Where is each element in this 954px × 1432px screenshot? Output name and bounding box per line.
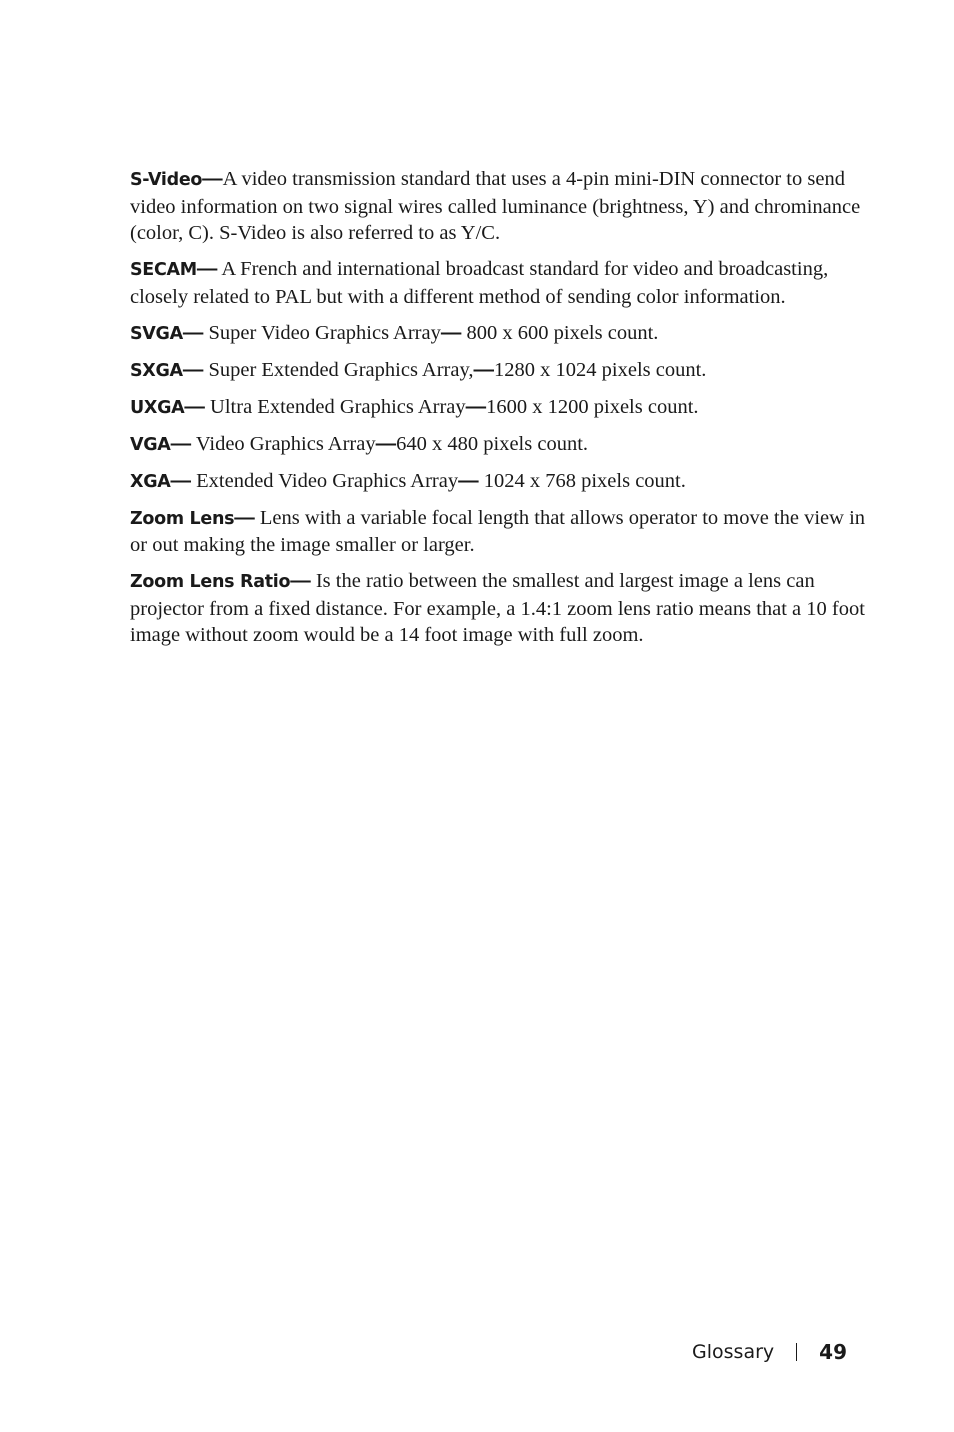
em-dash: — — [196, 257, 218, 280]
glossary-definition: Is the ratio between the smallest and largest image a lens can projector from a fixed distance. For example, a 1.4:1 zoom lens ratio means that a 10 foot image without zoom would be a 14 foot image with full zoom. — [130, 570, 865, 646]
glossary-definition: A video transmission standard that uses a 4-pin mini-DIN connector to send video information on two signal wires called luminance (brightness, Y) and chrominance (color, C). S-Video is also referred to as Y/C. — [130, 168, 861, 244]
em-dash: — — [170, 468, 192, 492]
glossary-term: UXGA — [130, 397, 185, 418]
glossary-definition: Extended Video Graphics Array — [191, 469, 459, 492]
glossary-term: SXGA — [130, 360, 183, 381]
glossary-entry-svga — [130, 320, 866, 348]
em-dash: — — [290, 569, 311, 592]
glossary-definition: Lens with a variable focal length that allows operator to move the view in or out making the image smaller or larger. — [130, 506, 866, 556]
glossary-definition-value: 1280 x 1024 pixels count. — [494, 358, 707, 381]
glossary-term: Zoom Lens Ratio — [130, 572, 291, 592]
em-dash: — — [440, 320, 462, 344]
glossary-entry-s-video — [130, 166, 866, 247]
footer-section-title: Glossary — [692, 1341, 775, 1363]
glossary-definition: Video Graphics Array — [191, 432, 376, 455]
page-footer — [692, 1339, 847, 1365]
glossary-entry-xga — [130, 468, 866, 496]
em-dash: — — [473, 357, 495, 381]
glossary-term: Zoom Lens — [130, 508, 235, 529]
em-dash: — — [234, 505, 255, 529]
page-number: 49 — [819, 1340, 847, 1364]
glossary-definition-value: 640 x 480 pixels count. — [396, 432, 589, 455]
em-dash: — — [182, 357, 204, 381]
glossary-definition: Super Video Graphics Array — [203, 321, 441, 344]
glossary-term: SECAM — [130, 260, 197, 280]
glossary-entry-uxga — [130, 394, 866, 422]
glossary-definition-value: 800 x 600 pixels count. — [461, 321, 659, 344]
glossary-term: SVGA — [130, 323, 183, 344]
em-dash: — — [375, 431, 397, 455]
glossary-term: S-Video — [130, 170, 203, 190]
em-dash: — — [182, 320, 204, 344]
em-dash: — — [202, 167, 223, 190]
glossary-entry-zoom-lens-ratio — [130, 568, 866, 649]
em-dash: — — [184, 394, 205, 418]
glossary-definition: A French and international broadcast standard for video and broadcasting, closely related to PAL but with a different method of sending color information. — [130, 258, 829, 308]
glossary-term: XGA — [130, 471, 171, 492]
glossary-entry-secam — [130, 256, 866, 310]
glossary-definition: Super Extended Graphics Array, — [203, 358, 474, 381]
glossary-entry-zoom-lens — [130, 505, 866, 559]
glossary-entry-sxga — [130, 357, 866, 385]
glossary-definition-value: 1024 x 768 pixels count. — [478, 469, 686, 492]
glossary-entry-vga — [130, 431, 866, 459]
glossary-content — [130, 166, 866, 658]
em-dash: — — [465, 394, 487, 418]
glossary-definition-value: 1600 x 1200 pixels count. — [486, 395, 699, 418]
em-dash: — — [458, 468, 479, 492]
glossary-definition: Ultra Extended Graphics Array — [204, 395, 466, 418]
em-dash: — — [170, 431, 192, 455]
footer-divider — [796, 1343, 797, 1361]
glossary-term: VGA — [130, 434, 171, 455]
